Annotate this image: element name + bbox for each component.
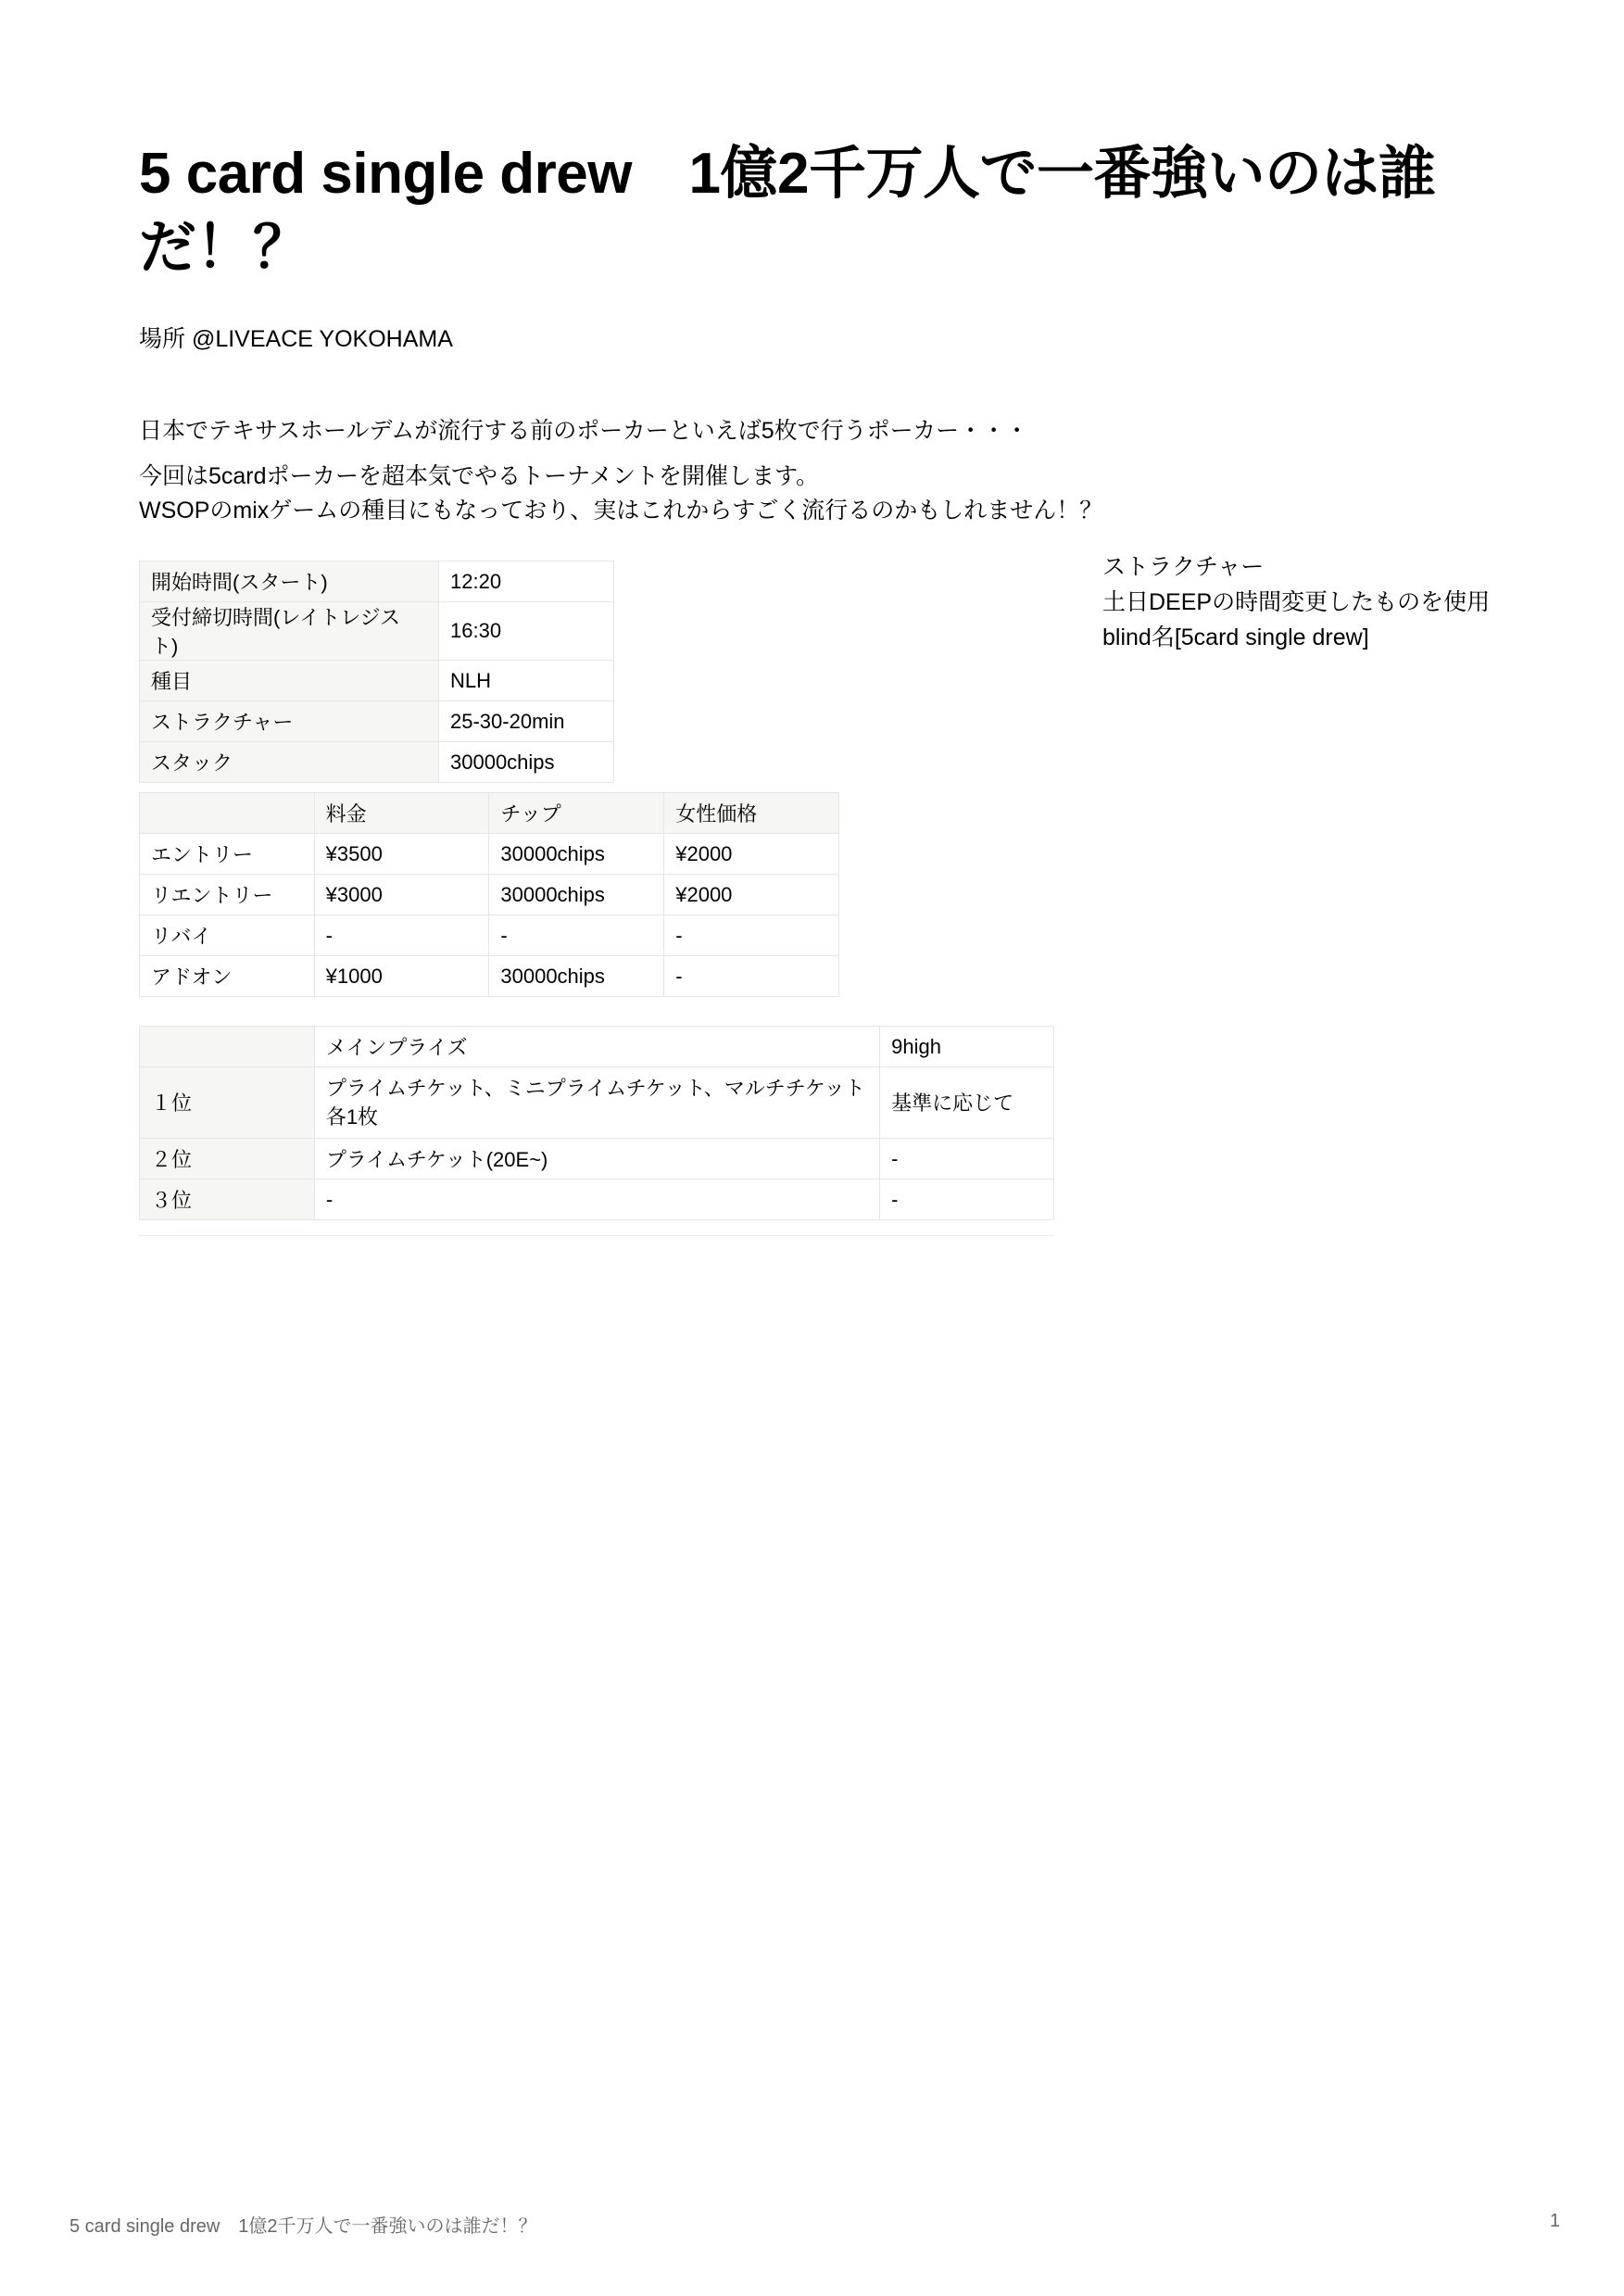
row-label: エントリー (140, 834, 315, 875)
table-cell: - (880, 1180, 1054, 1220)
table-row (140, 602, 614, 661)
structure-note (1102, 549, 1492, 655)
info-value: 30000chips (439, 742, 614, 783)
table-row (140, 956, 839, 997)
header-cell: 料金 (314, 793, 489, 834)
row-label: ３位 (140, 1180, 315, 1220)
table-row (140, 915, 839, 956)
table-row (140, 742, 614, 783)
table-cell: ¥3000 (314, 875, 489, 915)
header-cell (140, 1027, 315, 1067)
table-row (140, 1067, 1054, 1139)
row-label: ２位 (140, 1139, 315, 1180)
intro-line-1: 今回は5cardポーカーを超本気でやるトーナメントを開催します。 (139, 463, 820, 489)
structure-note-detail: 土日DEEPの時間変更したものを使用 (1102, 589, 1491, 615)
table-row (140, 561, 614, 602)
table-row (140, 1180, 1054, 1220)
header-cell: 9high (880, 1027, 1054, 1067)
row-label: １位 (140, 1067, 315, 1139)
table-cell: ¥2000 (664, 875, 839, 915)
info-value: 25-30-20min (439, 701, 614, 742)
info-label: 種目 (140, 661, 439, 701)
venue-text: 場所 @LIVEACE YOKOHAMA (139, 326, 453, 352)
header-cell: チップ (489, 793, 664, 834)
structure-note-heading: ストラクチャー (1102, 554, 1265, 580)
structure-note-blind: blind名[5card single drew] (1102, 624, 1369, 650)
table-cell: - (489, 915, 664, 956)
info-value: 12:20 (439, 561, 614, 602)
table-cell: - (664, 956, 839, 997)
table-cell: ¥2000 (664, 834, 839, 875)
table-cell: 30000chips (489, 956, 664, 997)
header-cell (140, 793, 315, 834)
entry-fee-table (139, 792, 839, 997)
info-value: NLH (439, 661, 614, 701)
table-cell: 基準に応じて (880, 1067, 1054, 1139)
table-cell: プライムチケット(20E~) (314, 1139, 879, 1180)
row-label: リバイ (140, 915, 315, 956)
header-cell: メインプライズ (314, 1027, 879, 1067)
footer-title: 5 card single drew 1億2千万人で一番強いのは誰だ！？ (69, 2216, 537, 2237)
row-label: リエントリー (140, 875, 315, 915)
intro-paragraph-2 (139, 460, 1464, 528)
divider (139, 1235, 1054, 1236)
row-label: アドオン (140, 956, 315, 997)
intro-text (139, 414, 1464, 528)
table-cell: ¥1000 (314, 956, 489, 997)
info-label: 開始時間(スタート) (140, 561, 439, 602)
info-label: 受付締切時間(レイトレジスト) (140, 602, 439, 661)
table-cell: - (314, 1180, 879, 1220)
table-cell: - (314, 915, 489, 956)
header-cell: 女性価格 (664, 793, 839, 834)
table-header-row (140, 1027, 1054, 1067)
tournament-info-table (139, 561, 614, 783)
table-cell: ¥3500 (314, 834, 489, 875)
table-header-row (140, 793, 839, 834)
table-cell: 30000chips (489, 834, 664, 875)
table-row (140, 1139, 1054, 1180)
page-title: 5 card single drew 1億2千万人で一番強いのは誰だ！？ (139, 142, 1436, 280)
prize-table (139, 1026, 1054, 1220)
page-number: 1 (1549, 2211, 1560, 2231)
table-row (140, 875, 839, 915)
table-row (140, 661, 614, 701)
info-value: 16:30 (439, 602, 614, 661)
info-label: ストラクチャー (140, 701, 439, 742)
table-cell: 30000chips (489, 875, 664, 915)
table-row (140, 834, 839, 875)
table-cell: プライムチケット、ミニプライムチケット、マルチチケット各1枚 (314, 1067, 879, 1139)
info-label: スタック (140, 742, 439, 783)
intro-line-2: WSOPのmixゲームの種目にもなっており、実はこれからすごく流行るのかもしれません！？ (139, 498, 1103, 524)
table-cell: - (880, 1139, 1054, 1180)
table-row (140, 701, 614, 742)
table-cell: - (664, 915, 839, 956)
intro-paragraph-1: 日本でテキサスホールデムが流行する前のポーカーといえば5枚で行うポーカー・・・ (139, 418, 1029, 444)
